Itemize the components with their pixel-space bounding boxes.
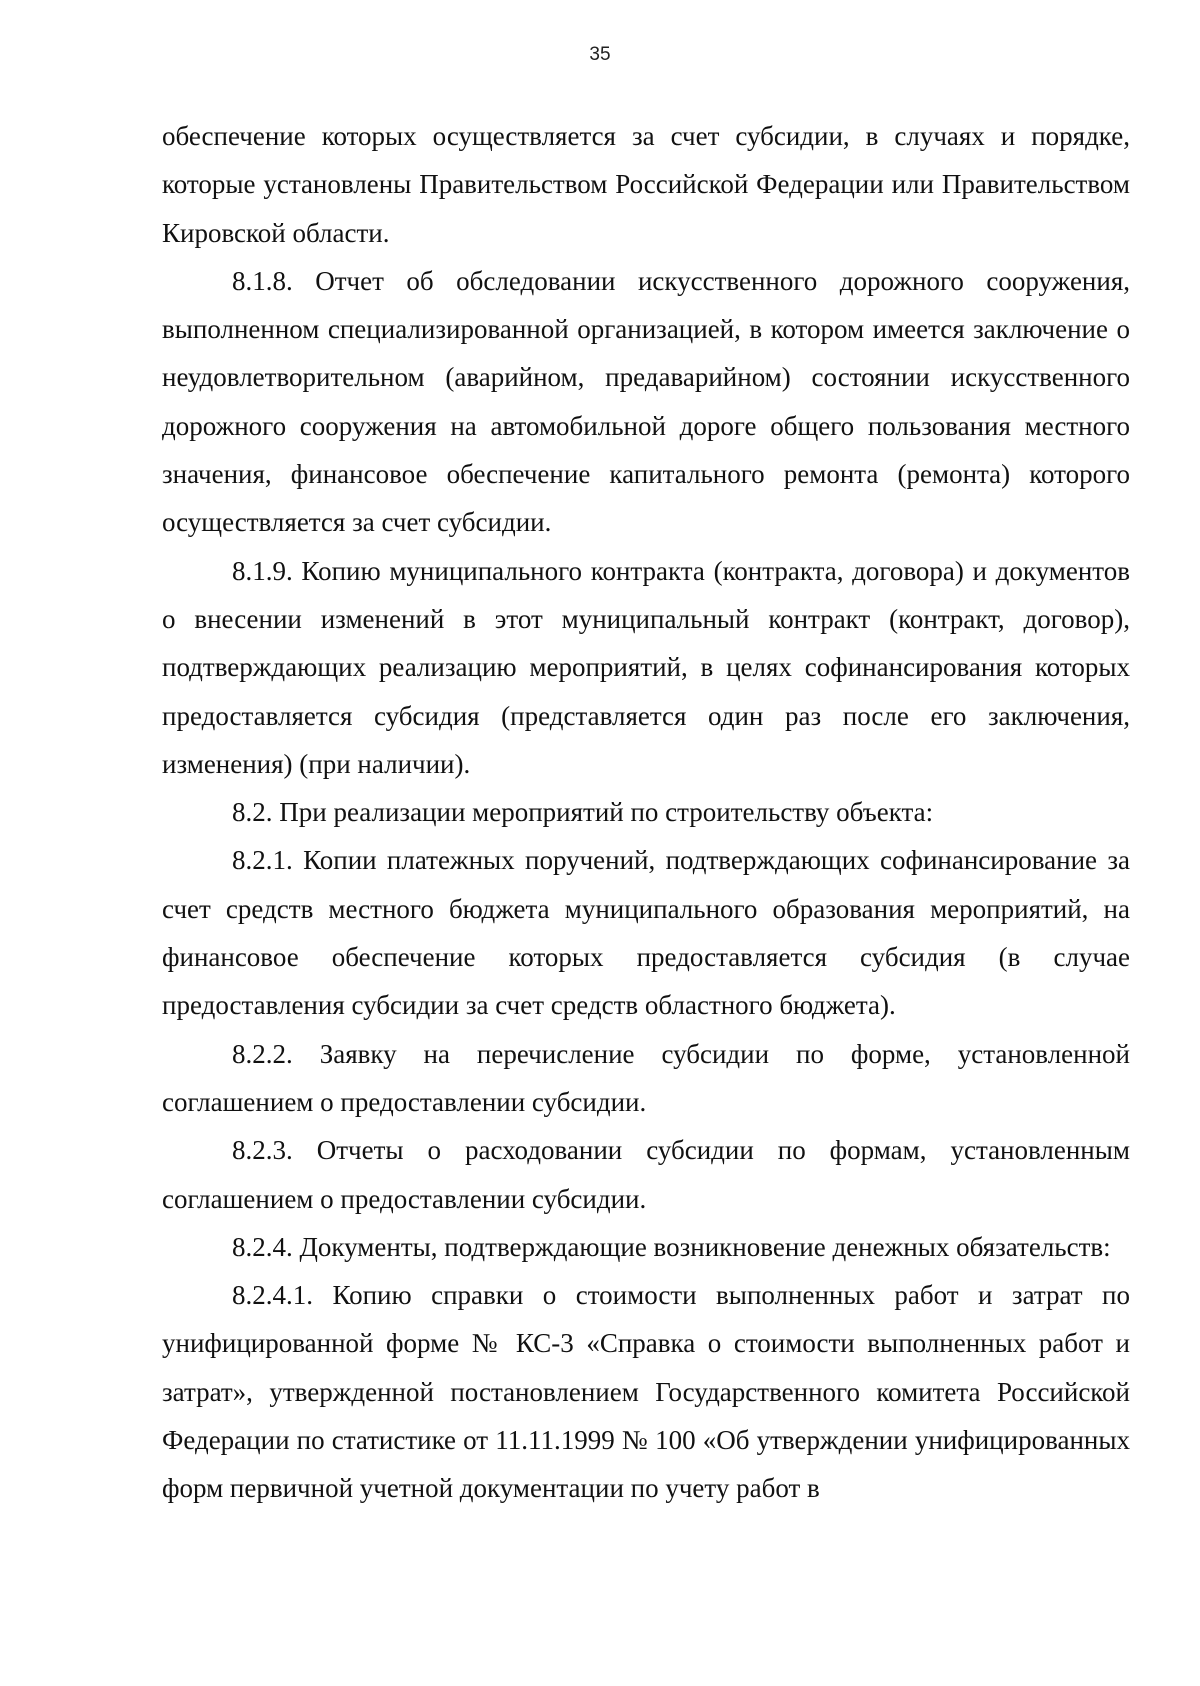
paragraph-continuation: обеспечение которых осуществляется за счет субсидии, в случаях и порядке, которые установлены Правительством Российской Федерации или Правительством Кировской области. <box>162 121 1130 248</box>
paragraph-8-2-4: 8.2.4. Документы, подтверждающие возникновение денежных обязательств: <box>232 1231 1111 1262</box>
paragraph-8-2: 8.2. При реализации мероприятий по строительству объекта: <box>232 797 934 828</box>
page-number: 35 <box>589 44 611 65</box>
paragraph-8-1-9: 8.1.9. Копию муниципального контракта (контракта, договора) и документов о внесении изменений в этот муниципальный контракт (контракт, договор), подтверждающих реализацию мероприятий, в целях софинансирования которых предоставляется субсидия (представляется один раз после его заключения, изменения) (при наличии). <box>162 555 1130 779</box>
paragraph-8-2-3: 8.2.3. Отчеты о расходовании субсидии по формам, установленным соглашением о предоставлении субсидии. <box>162 1135 1130 1214</box>
document-body <box>162 112 1130 1513</box>
paragraph-8-2-4-1: 8.2.4.1. Копию справки о стоимости выполненных работ и затрат по унифицированной форме № КС-3 «Справка о стоимости выполненных работ и затрат», утвержденной постановлением Государственного комитета Российской Федерации по статистике от 11.11.1999 № 100 «Об утверждении унифицированных форм первичной учетной документации по учету работ в <box>162 1280 1130 1504</box>
paragraph-8-2-2: 8.2.2. Заявку на перечисление субсидии по форме, установленной соглашением о предоставлении субсидии. <box>162 1038 1130 1117</box>
paragraph-8-1-8: 8.1.8. Отчет об обследовании искусственного дорожного сооружения, выполненном специализированной организацией, в котором имеется заключение о неудовлетворительном (аварийном, предаварийном) состоянии искусственного дорожного сооружения на автомобильной дороге общего пользования местного значения, финансовое обеспечение капитального ремонта (ремонта) которого осуществляется за счет субсидии. <box>162 265 1130 538</box>
paragraph-8-2-1: 8.2.1. Копии платежных поручений, подтверждающих софинансирование за счет средств местного бюджета муниципального образования мероприятий, на финансовое обеспечение которых предоставляется субсидия (в случае предоставления субсидии за счет средств областного бюджета). <box>162 845 1130 1021</box>
